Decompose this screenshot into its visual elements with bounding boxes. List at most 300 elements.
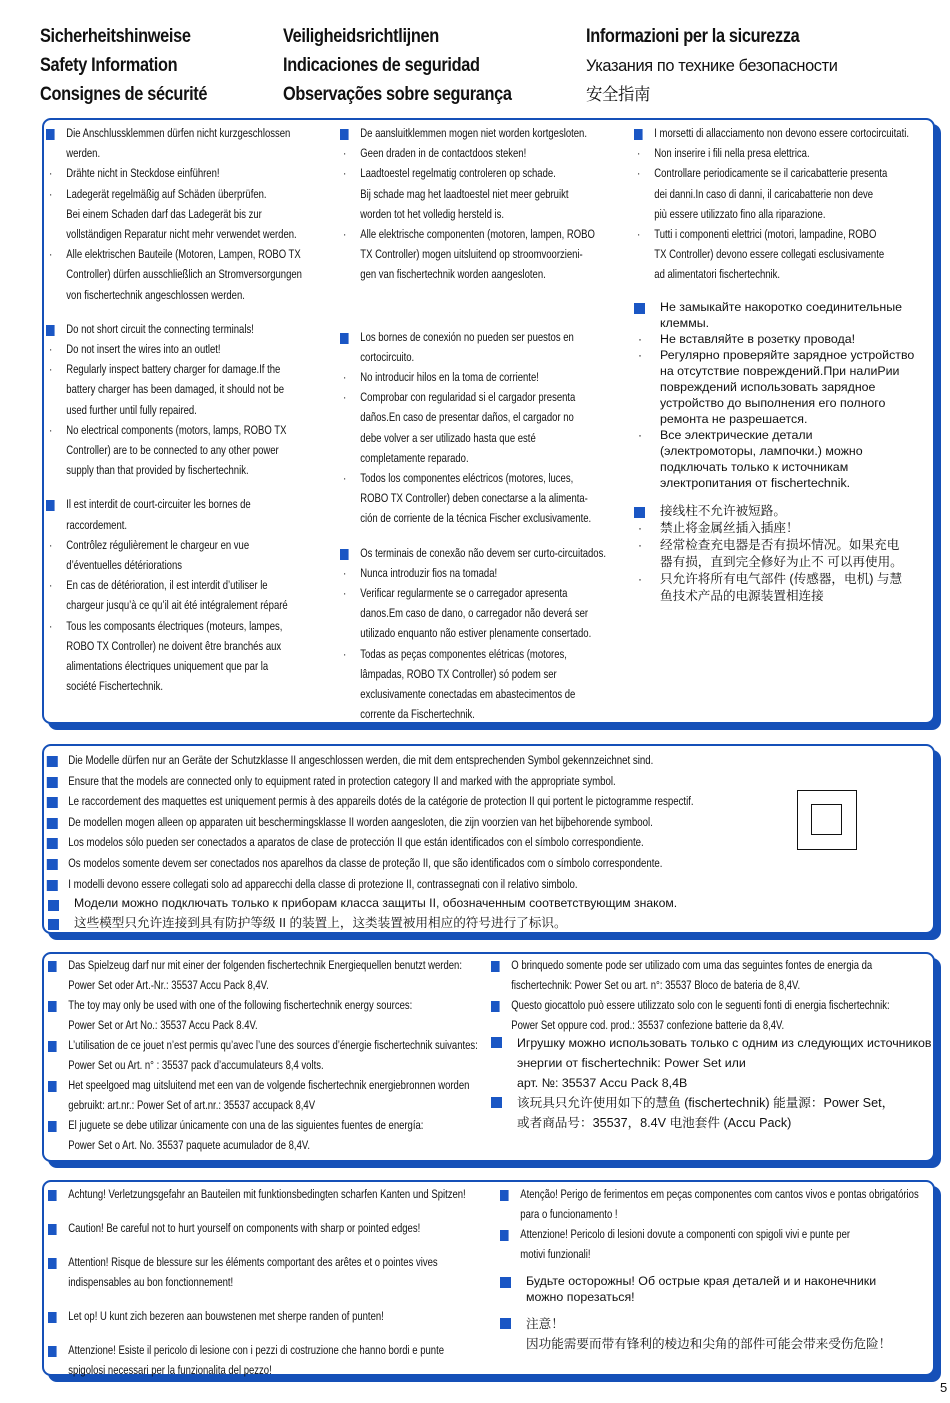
bullet-dot-icon: · [343, 146, 347, 161]
list-item [634, 459, 914, 475]
list-item [634, 588, 903, 605]
item-text: utilizado enquanto não estiver plenamente consertado. [360, 626, 592, 641]
bullet-square-icon [48, 1190, 57, 1201]
item-text: Do not short circuit the connecting terminals! [66, 321, 254, 336]
item-text: gebruikt: art.nr.: Power Set of art.nr.: 35537 accupack 8,4V [68, 1098, 316, 1112]
list-item [46, 460, 302, 480]
list-item [491, 995, 890, 1015]
bullet-square-icon [500, 1230, 509, 1241]
section2-lines [48, 750, 876, 933]
bullet-square-icon [47, 777, 58, 788]
item-text: электропитания от fischertechnik. [660, 476, 851, 490]
list-item [340, 704, 606, 724]
section4-right-zh [500, 1314, 891, 1354]
item-text: Игрушку можно использовать только с одним из следующих источников [517, 1036, 932, 1050]
item-text: En cas de détérioration, il est interdit d’utiliser le [66, 578, 268, 593]
heading-en: Safety Information [40, 55, 178, 76]
list-item [340, 327, 606, 347]
list-item [46, 264, 302, 284]
list-item [491, 1033, 931, 1053]
list-item [340, 407, 606, 427]
bullet-square-icon [491, 1001, 500, 1012]
bullet-dot-icon: · [343, 471, 347, 486]
list-item [48, 1095, 478, 1115]
bullet-dot-icon: · [638, 521, 642, 535]
section1-col1 [46, 123, 302, 696]
bullet-square-icon [47, 797, 58, 808]
item-text: O brinquedo somente pode ser utilizado com uma das seguintes fontes de energia da [511, 958, 873, 972]
list-item [46, 494, 302, 514]
list-item [48, 1306, 466, 1326]
list-item [340, 664, 606, 684]
list-item [500, 1289, 876, 1305]
item-text: Не замыкайте накоротко соединительные [660, 300, 903, 314]
list-item [46, 575, 302, 595]
heading-fr: Consignes de sécurité [40, 84, 208, 105]
item-text: Let op! U kunt zich bezeren aan bouwstenen met sherpe randen of punten! [68, 1309, 384, 1323]
bullet-square-icon [491, 1097, 502, 1108]
bullet-square-icon [48, 1081, 57, 1092]
list-item [46, 319, 302, 339]
item-text: completamente reparado. [360, 450, 469, 465]
list-item [491, 955, 890, 975]
item-text: Contrôlez régulièrement le chargeur en vue [66, 537, 250, 552]
item-text: Nunca introduzir fios na tomada! [360, 565, 498, 580]
list-item [46, 555, 302, 575]
heading-ru: Указания по технике безопасности [586, 56, 838, 75]
bullet-square-icon [340, 549, 349, 560]
section1-col2 [340, 123, 606, 724]
bullet-square-icon [500, 1277, 511, 1288]
section2-line [48, 874, 694, 895]
section4-left [48, 1184, 466, 1380]
spacer [48, 1326, 466, 1340]
bullet-dot-icon: · [49, 186, 53, 201]
item-text: Attention! Risque de blessure sur les éléments comportant des arêtes et o pointes vives [68, 1255, 438, 1269]
list-item [634, 184, 909, 204]
line-text: De modellen mogen alleen op apparaten uit beschermingsklasse II worden aangesloten, die zijn voorzien van het bijbehorende symbool. [68, 814, 653, 829]
bullet-square-icon [491, 961, 500, 972]
item-text: ROBO TX Controller) ne doivent être branchés aux [66, 638, 282, 653]
spacer [48, 1204, 466, 1218]
bullet-square-icon [46, 500, 55, 511]
list-item [340, 143, 606, 163]
bullet-square-icon [48, 1346, 57, 1357]
item-text: Drähte nicht in Steckdose einführen! [66, 166, 220, 181]
spacer [340, 313, 606, 327]
heading-nl: Veiligheidsrichtlijnen [283, 26, 439, 47]
list-item [491, 1073, 931, 1093]
item-text: Non inserire i fili nella presa elettrica. [654, 146, 810, 161]
bullet-square-icon [48, 1258, 57, 1269]
header-col-it-ru-zh [586, 22, 838, 109]
item-text: Controllare periodicamente se il caricabatterie presenta [654, 166, 888, 181]
list-item [634, 264, 909, 284]
item-text: подключать только к источникам [660, 460, 849, 474]
spacer [340, 299, 606, 313]
page-number: 5 [940, 1380, 948, 1395]
item-text: Не вставляйте в розетку провода! [660, 332, 856, 346]
list-item [46, 184, 302, 204]
item-text: TX Controller) devono essere collegati esclusivamente [654, 247, 885, 262]
list-item [46, 359, 302, 379]
list-item [48, 1055, 478, 1075]
list-item [634, 347, 914, 363]
list-item [340, 204, 606, 224]
bullet-dot-icon: · [49, 247, 53, 262]
list-item [500, 1314, 891, 1334]
list-item [634, 315, 914, 331]
list-item [491, 1093, 894, 1113]
item-text: debe volver a ser utilizado hasta que esté [360, 430, 536, 445]
bullet-square-icon [47, 859, 58, 870]
item-text: raccordement. [66, 517, 128, 532]
item-text: арт. №: 35537 Accu Pack 8,4В [517, 1076, 688, 1090]
header-col-de-en-fr [40, 22, 207, 109]
list-item [46, 285, 302, 305]
item-text: gen van fischertechnik worden aangesloten. [360, 267, 546, 282]
list-item [340, 244, 606, 264]
item-text: No introducir hilos en la toma de corriente! [360, 370, 539, 385]
item-text: ción de corriente de la técnica Fischer exclusivamente. [360, 511, 592, 526]
line-text: Le raccordement des maquettes est uniquement permis à des appareils dotés de la catégorie de protection II qui portent le pictogramme respectif. [68, 794, 694, 809]
section2-line [48, 812, 694, 833]
bullet-dot-icon: · [343, 166, 347, 181]
list-item [634, 520, 903, 537]
bullet-dot-icon: · [638, 572, 642, 586]
section1-col3-zh [634, 503, 903, 605]
section1-col3-ru [634, 299, 914, 491]
list-item [46, 420, 302, 440]
item-text: Alle elektrische componenten (motoren, lampen, ROBO [360, 227, 595, 242]
bullet-square-icon [48, 961, 57, 972]
bullet-dot-icon: · [637, 146, 641, 161]
list-item [340, 448, 606, 468]
list-item [46, 123, 302, 143]
bullet-dot-icon: · [49, 166, 53, 181]
list-item [46, 379, 302, 399]
bullet-square-icon [47, 756, 58, 767]
list-item [340, 644, 606, 664]
bullet-dot-icon: · [49, 342, 53, 357]
item-text: Achtung! Verletzungsgefahr an Bauteilen mit funktionsbedingten scharfen Kanten und Spitzen! [68, 1187, 466, 1201]
item-text: Будьте осторожны! Об острые края деталей и и наконечники [526, 1274, 877, 1288]
list-item [46, 224, 302, 244]
item-text: fischertechnik: Power Set ou art. n°: 35537 Bloco de bateria de 8,4V. [511, 978, 801, 992]
item-text: danos.Em caso de dano, o carregador não deverá ser [360, 606, 589, 621]
bullet-square-icon [47, 880, 58, 891]
list-item [48, 995, 478, 1015]
bullet-square-icon [634, 507, 645, 518]
item-text: Controller) are to be connected to any other power [66, 443, 279, 458]
item-text: Os terminais de conexão não devem ser curto-circuitados. [360, 545, 606, 560]
list-item [340, 387, 606, 407]
spacer [340, 285, 606, 299]
section3-left [48, 955, 478, 1155]
item-text: von fischertechnik angeschlossen werden. [66, 287, 245, 302]
list-item [340, 508, 606, 528]
list-item [340, 184, 606, 204]
section2-line [48, 832, 694, 853]
item-text: 禁止将金属丝插入插座！ [660, 521, 799, 535]
section1-col3-it [634, 123, 909, 285]
bullet-square-icon [48, 1041, 57, 1052]
list-item [48, 975, 478, 995]
item-text: 注意！ [526, 1317, 564, 1331]
item-text: Power Set or Art No.: 35537 Accu Pack 8.4V. [68, 1018, 258, 1032]
bullet-dot-icon: · [343, 586, 347, 601]
list-item [634, 204, 909, 224]
list-item [634, 571, 903, 588]
list-item [634, 224, 909, 244]
item-text: Регулярно проверяйте зарядное устройство [660, 348, 915, 362]
spacer [48, 1238, 466, 1252]
list-item [48, 1135, 478, 1155]
item-text: Все электрические детали [660, 428, 813, 442]
item-text: ремонта не разрешается. [660, 412, 808, 426]
item-text: daños.En caso de presentar daños, el cargador no [360, 410, 574, 425]
list-item [46, 339, 302, 359]
bullet-dot-icon: · [638, 538, 642, 552]
section3-right-ru [491, 1033, 931, 1093]
list-item [48, 1184, 466, 1204]
bullet-square [48, 900, 59, 911]
list-item [48, 1340, 466, 1360]
list-item [48, 1252, 466, 1272]
bullet-dot-icon: · [638, 332, 642, 346]
list-item [340, 264, 606, 284]
list-item [48, 1115, 478, 1135]
item-text: 该玩具只允许使用如下的慧鱼 (fischertechnik) 能量源：Power Set， [517, 1096, 895, 1110]
bullet-square [48, 919, 59, 930]
list-item [48, 955, 478, 975]
item-text: 器有损，直到完全修好为止不 可以再使用。 [660, 555, 903, 569]
list-item [634, 427, 914, 443]
bullet-dot-icon: · [49, 362, 53, 377]
item-text: indispensables au bon fonctionnement! [68, 1275, 234, 1289]
item-text: 只允许将所有电气部件 (传感器，电机) 与慧 [660, 572, 903, 586]
item-text: d’éventuelles détériorations [66, 558, 183, 573]
item-text: Die Anschlussklemmen dürfen nicht kurzgeschlossen [66, 126, 291, 140]
list-item [500, 1224, 919, 1244]
line-text: I modelli devono essere collegati solo ad apparecchi della classe di protezione II, contrassegnati con il relativo simbolo. [68, 876, 578, 891]
list-item [634, 123, 909, 143]
bullet-square-icon [340, 129, 349, 140]
heading-de: Sicherheitshinweise [40, 26, 191, 47]
list-item [500, 1184, 919, 1204]
item-text: 因功能需要而带有锋利的棱边和尖角的部件可能会带来受伤危险！ [526, 1337, 892, 1351]
bullet-square-icon [48, 1312, 57, 1323]
list-item [634, 379, 914, 395]
item-text: cortocircuito. [360, 349, 415, 364]
item-text: worden tot het volledig hersteld is. [360, 206, 505, 221]
list-item [46, 616, 302, 636]
bullet-square-icon [340, 333, 349, 344]
bullet-dot-icon: · [343, 227, 347, 242]
item-text: TX Controller) mogen uitsluitend op stroomvoorzieni- [360, 247, 583, 262]
list-item [46, 440, 302, 460]
item-text: No electrical components (motors, lamps, ROBO TX [66, 422, 287, 437]
protection-class-ii-symbol-icon [797, 790, 857, 850]
list-item [340, 684, 606, 704]
list-item [48, 1015, 478, 1035]
section2-line [48, 771, 694, 792]
bullet-square-icon [48, 1121, 57, 1132]
item-text: chargeur jusqu’à ce qu’il ait été intégralement réparé [66, 598, 288, 613]
bullet-dot-icon: · [343, 370, 347, 385]
list-item [491, 1015, 890, 1035]
item-text: Do not insert the wires into an outlet! [66, 342, 221, 357]
item-text: 鱼技术产品的电源装置相连接 [660, 589, 824, 603]
bullet-dot-icon: · [638, 428, 642, 442]
item-text: société Fischertechnik. [66, 679, 163, 694]
item-text: Attenzione! Esiste il pericolo di lesione con i pezzi di costruzione che hanno bordi e punte [68, 1343, 445, 1357]
list-item [46, 163, 302, 183]
line-text: Los modelos sólo pueden ser conectados a aparatos de clase de protección II que están identificados con el símbolo correspondiente. [68, 835, 644, 850]
heading-es: Indicaciones de seguridad [283, 55, 480, 76]
item-text: Laadtoestel regelmatig controleren op schade. [360, 166, 556, 181]
item-text: Het speelgoed mag uitsluitend met een van de volgende fischertechnik energiebronnen worden [68, 1078, 470, 1092]
heading-zh: 安全指南 [586, 85, 650, 104]
item-text: supply than that provided by fischertechnik. [66, 463, 249, 478]
list-item [634, 143, 909, 163]
item-text: Geen draden in de contactdoos steken! [360, 146, 527, 161]
list-item [340, 488, 606, 508]
item-text: Questo giocattolo può essere utilizzato solo con le seguenti fonti di energia fischertechnik: [511, 998, 890, 1012]
item-text: lâmpadas, ROBO TX Controller) só podem ser [360, 666, 557, 681]
item-text: 接线柱不允许被短路。 [660, 504, 786, 518]
bullet-dot-icon: · [343, 390, 347, 405]
bullet-square-icon [46, 129, 55, 140]
list-item [634, 537, 903, 554]
item-text: Regularly inspect battery charger for damage.If the [66, 362, 281, 377]
list-item [46, 204, 302, 224]
item-text: Power Set oppure cod. prod.: 35537 confezione batterie da 8,4V. [511, 1018, 785, 1032]
list-item [634, 363, 914, 379]
list-item [634, 331, 914, 347]
list-item [491, 1113, 894, 1133]
list-item [340, 563, 606, 583]
list-item [48, 1272, 466, 1292]
item-text: El juguete se debe utilizar únicamente con una de las siguientes fuentes de energía: [68, 1118, 424, 1132]
bullet-square-icon [500, 1190, 509, 1201]
item-text: 经常检查充电器是否有损坏情况。如果充电 [660, 538, 900, 552]
bullet-square-icon [47, 838, 58, 849]
item-text: Alle elektrischen Bauteile (Motoren, Lampen, ROBO TX [66, 247, 301, 262]
bullet-dot-icon: · [637, 227, 641, 242]
list-item [500, 1204, 919, 1224]
item-text: dei danni.In caso di danni, il caricabatterie non deve [654, 186, 874, 201]
bullet-square-icon [491, 1037, 502, 1048]
list-item [48, 1075, 478, 1095]
item-text: Todas as peças componentes elétricas (motores, [360, 646, 567, 661]
bullet-dot-icon: · [343, 646, 347, 661]
item-text: werden. [66, 146, 101, 161]
bullet-square-icon [500, 1318, 511, 1329]
bullet-square-icon [47, 818, 58, 829]
item-text: 或者商品号：35537，8.4V 电池套件 (Accu Pack) [517, 1116, 792, 1130]
item-text: spigolosi necessari per la funzionalita del pezzo! [68, 1363, 272, 1377]
item-text: De aansluitklemmen mogen niet worden kortgesloten. [360, 126, 587, 140]
list-item [500, 1273, 876, 1289]
item-text: (электромоторы, лампочки.) можно [660, 444, 863, 458]
spacer [46, 480, 302, 494]
line-text: Die Modelle dürfen nur an Geräte der Schutzklasse II angeschlossen werden, die mit dem entsprechenden Symbol gekennzeichnet sind. [68, 753, 654, 767]
list-item [340, 224, 606, 244]
list-item [500, 1334, 891, 1354]
item-text: Das Spielzeug darf nur mit einer der folgenden fischertechnik Energiequellen benutzt werden: [68, 958, 462, 972]
list-item [500, 1244, 919, 1264]
header-col-nl-es-pt [283, 22, 512, 109]
list-item [46, 535, 302, 555]
list-item [340, 428, 606, 448]
item-text: più essere utilizzato fino alla riparazione. [654, 206, 826, 221]
item-text: Tous les composants électriques (moteurs, lampes, [66, 618, 283, 633]
list-item [634, 503, 903, 520]
item-text: The toy may only be used with one of the following fischertechnik energy sources: [68, 998, 413, 1012]
list-item [634, 299, 914, 315]
item-text: Power Set o Art. No. 35537 paquete acumulador de 8,4V. [68, 1138, 310, 1152]
section2-line [48, 853, 694, 874]
section2-line-zh: 这些模型只允许连接到具有防护等级 II 的装置上，这类装置被用相应的符号进行了标识。 [48, 913, 876, 933]
list-item [634, 475, 914, 491]
heading-pt: Observações sobre segurança [283, 84, 512, 105]
list-item [46, 244, 302, 264]
item-text: Bei einem Schaden darf das Ladegerät bis zur [66, 206, 262, 221]
item-text: Power Set ou Art. n° : 35537 pack d’accumulateurs 8,4 volts. [68, 1058, 324, 1072]
section3-right [491, 955, 890, 1035]
item-text: устройство до выполнения его полного [660, 396, 886, 410]
list-item [634, 411, 914, 427]
item-text: exclusivamente conectadas em abastecimentos de [360, 687, 576, 702]
item-text: Todos los componentes eléctricos (motores, luces, [360, 471, 574, 486]
section2-line [48, 750, 694, 771]
item-text: клеммы. [660, 316, 710, 330]
list-item [46, 595, 302, 615]
section2-line-ru: Модели можно подключать только к приборам класса защиты II, обозначенным соответствующим знаком. [48, 894, 876, 913]
bullet-square-icon [48, 1001, 57, 1012]
section4-right-ru [500, 1273, 876, 1305]
item-text: alimentations électriques uniquement que par la [66, 659, 269, 674]
bullet-dot-icon: · [49, 422, 53, 437]
spacer [46, 305, 302, 319]
list-item [634, 554, 903, 571]
list-item [48, 1035, 478, 1055]
list-item [340, 347, 606, 367]
list-item [48, 1360, 466, 1380]
list-item [491, 1053, 931, 1073]
list-item [634, 443, 914, 459]
item-text: corrente da Fischertechnik. [360, 707, 475, 722]
section4-right [500, 1184, 919, 1264]
list-item [340, 623, 606, 643]
list-item [634, 163, 909, 183]
item-text: motivi funzionali! [520, 1247, 591, 1261]
item-text: Tutti i componenti elettrici (motori, lampadine, ROBO [654, 227, 877, 242]
item-text: можно порезаться! [526, 1290, 635, 1304]
bullet-square-icon [48, 1224, 57, 1235]
list-item [634, 395, 914, 411]
list-item [46, 400, 302, 420]
item-text: para o funcionamento ! [520, 1207, 618, 1221]
item-text: Attenzione! Pericolo di lesioni dovute a componenti con spigoli vivi e punte per [520, 1227, 851, 1241]
list-item [46, 143, 302, 163]
bullet-dot-icon: · [49, 537, 53, 552]
list-item [340, 543, 606, 563]
item-text: Atenção! Perigo de ferimentos em peças componentes com cantos vivos e pontas obrigatórios [520, 1187, 919, 1201]
item-text: Verificar regularmente se o carregador apresenta [360, 586, 568, 601]
bullet-square-icon [634, 303, 645, 314]
